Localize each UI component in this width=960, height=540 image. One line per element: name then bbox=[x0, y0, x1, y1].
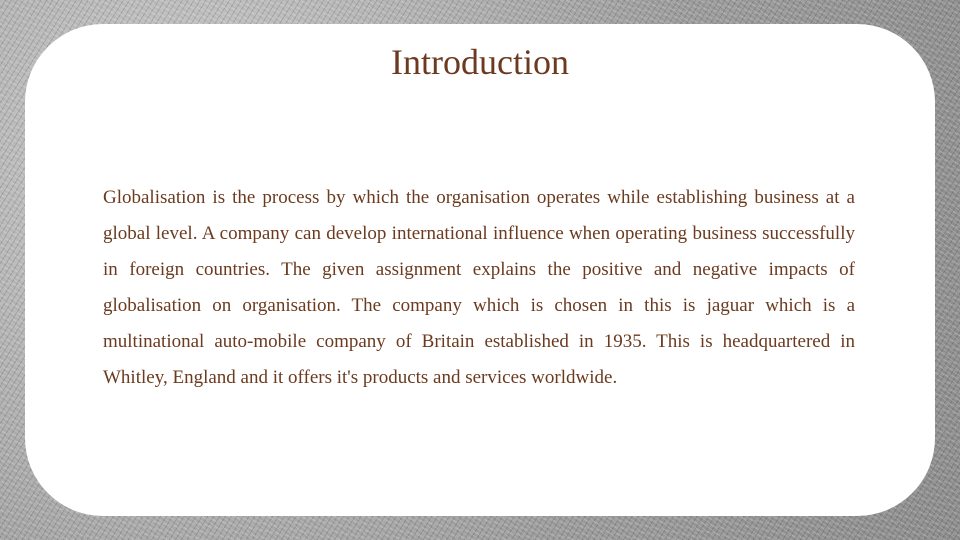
slide-body-text: Globalisation is the process by which the organisation operates while establishing business at a global level. A company can develop international influence when operating business successfully in foreign countries. The given assignment explains the positive and negative impacts of globalisation on organisation. The company which is chosen in this is jaguar which is a multinational auto-mobile company of Britain established in 1935. This is headquartered in Whitley, England and it offers it's products and services worldwide. bbox=[103, 187, 855, 388]
slide-card bbox=[25, 24, 935, 516]
slide-title: Introduction bbox=[391, 42, 569, 82]
